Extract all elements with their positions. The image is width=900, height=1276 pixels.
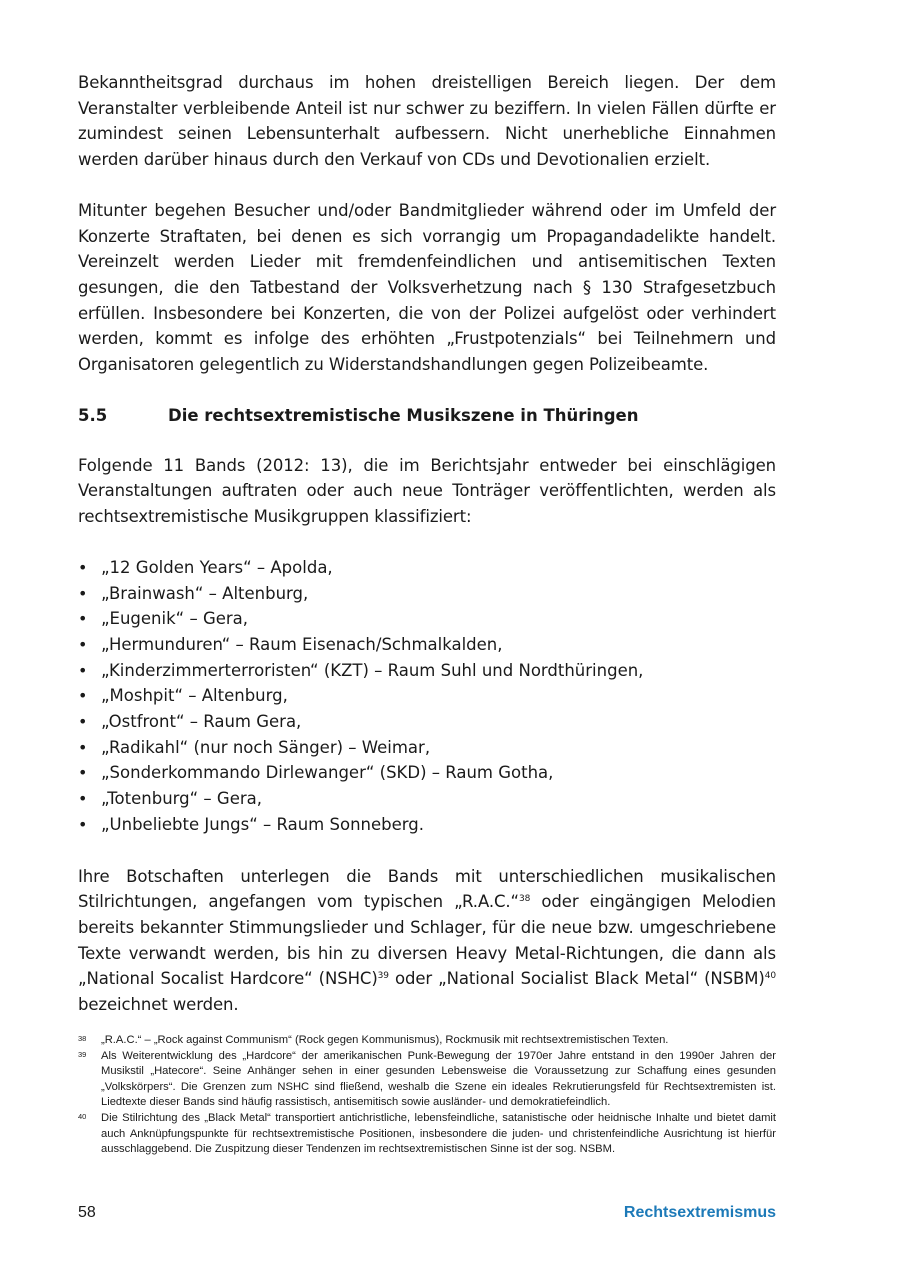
footnote-38 bbox=[78, 1033, 776, 1049]
list-item: • „Kinderzimmerterroristen“ (KZT) – Raum Suhl und Nordthüringen, bbox=[78, 658, 776, 684]
footnote-text: Als Weiterentwicklung des „Hardcore“ der amerikanischen Punk-Bewegung der 1970er Jahre entstand in den 1990er Jahren der Musikstil „Hatecore“. Seine Anhänger sehen in einer gesunden Lebensweise die Voraussetzung zur Schaffung eines gesunden „Volkskörpers“. Die Grenzen zum NSHC sind fließend, weshalb die Szene ein ideales Rekrutierungsfeld für Rechtsextremisten ist. Liedtexte dieser Bands sind häufig rassistisch, antisemitisch sowie ausländer- und demokratiefeindlich. bbox=[101, 1049, 776, 1109]
running-title: Rechtsextremismus bbox=[623, 1204, 776, 1221]
page-footer bbox=[78, 1204, 776, 1222]
list-item: • „Totenburg“ – Gera, bbox=[78, 786, 776, 812]
footnote-number: 39 bbox=[78, 1049, 87, 1059]
footnote-ref-39[interactable]: 39 bbox=[377, 971, 389, 982]
paragraph-4 bbox=[78, 864, 776, 1018]
list-item: • „Eugenik“ – Gera, bbox=[78, 606, 776, 632]
list-item: • „Hermunduren“ – Raum Eisenach/Schmalkalden, bbox=[78, 632, 776, 658]
footnote-text: „R.A.C.“ – „Rock against Communism“ (Rock gegen Kommunismus), Rockmusik mit rechtsextremistischen Texten. bbox=[101, 1034, 669, 1046]
footnote-39 bbox=[78, 1049, 776, 1111]
section-title: Die rechtsextremistische Musikszene in Thüringen bbox=[168, 405, 639, 425]
page-content bbox=[78, 70, 776, 1018]
footnote-number: 38 bbox=[78, 1034, 87, 1043]
band-list bbox=[78, 555, 776, 838]
paragraph-2: Mitunter begehen Besucher und/oder Bandmitglieder während oder im Umfeld der Konzerte Straftaten, bei denen es sich vorrangig um Propagandadelikte handelt. Vereinzelt werden Lieder mit fremdenfeindlichen und antisemitischen Texten gesungen, die den Tatbestand der Volksverhetzung nach § 130 Strafgesetzbuch erfüllen. Insbesondere bei Konzerten, die von der Polizei aufgelöst oder verhindert werden, kommt es infolge des erhöhten „Frustpotenzials“ bei Teilnehmern und Organisatoren gelegentlich zu Widerstandshandlungen gegen Polizeibeamte. bbox=[78, 200, 776, 375]
paragraph-4-part-b: oder eingängigen Melodien bereits bekannter Stimmungslieder und Schlager, für die neue bzw. umgeschriebene Texte verwandt werden, bis hin zu diversen Heavy Metal-Richtungen, die dann als „National Socalist Hardcore“ (NSHC) bbox=[78, 892, 776, 989]
list-item: • „Brainwash“ – Altenburg, bbox=[78, 581, 776, 607]
list-item: • „Sonderkommando Dirlewanger“ (SKD) – Raum Gotha, bbox=[78, 760, 776, 786]
paragraph-4-part-a: Ihre Botschaften unterlegen die Bands mit unterschiedlichen musikalischen Stilrichtungen, angefangen vom typischen „R.A.C.“ bbox=[78, 866, 776, 912]
footnote-ref-38[interactable]: 38 bbox=[519, 894, 531, 905]
footnotes bbox=[78, 1033, 776, 1158]
footnote-40 bbox=[78, 1111, 776, 1158]
paragraph-4-part-c: oder „National Socialist Black Metal“ (NSBM) bbox=[388, 969, 765, 989]
list-item: • „Radikahl“ (nur noch Sänger) – Weimar, bbox=[78, 735, 776, 761]
footnote-text: Die Stilrichtung des „Black Metal“ transportiert antichristliche, lebensfeindliche, satanistische oder heidnische Inhalte und bietet damit auch Anknüpfungspunkte für rechtsextremistische Positionen, insbesondere die juden- und christenfeindliche Ausrichtung ist hierfür ausschlaggebend. Die Zuspitzung dieser Tendenzen im rechtsextremistischen Sinne ist der sog. NSBM. bbox=[101, 1111, 776, 1156]
section-heading bbox=[78, 404, 776, 428]
list-item: • „12 Golden Years“ – Apolda, bbox=[78, 555, 776, 581]
list-item: • „Unbeliebte Jungs“ – Raum Sonneberg. bbox=[78, 812, 776, 838]
list-item: • „Ostfront“ – Raum Gera, bbox=[78, 709, 776, 735]
footnote-ref-40[interactable]: 40 bbox=[764, 971, 776, 982]
page-number: 58 bbox=[78, 1204, 96, 1221]
paragraph-1: Bekanntheitsgrad durchaus im hohen dreistelligen Bereich liegen. Der dem Veranstalter verbleibende Anteil ist nur schwer zu beziffern. In vielen Fällen dürfte er zumindest seinen Lebensunterhalt aufbessern. Nicht unerhebliche Einnahmen werden darüber hinaus durch den Verkauf von CDs und Devotionalien erzielt. bbox=[78, 73, 776, 170]
paragraph-4-part-d: bezeichnet werden. bbox=[78, 995, 239, 1015]
paragraph-3: Folgende 11 Bands (2012: 13), die im Berichtsjahr entweder bei einschlägigen Veranstaltungen auftraten oder auch neue Tonträger veröffentlichten, werden als rechtsextremistische Musikgruppen klassifiziert: bbox=[78, 455, 776, 527]
list-item: • „Moshpit“ – Altenburg, bbox=[78, 683, 776, 709]
footnote-number: 40 bbox=[78, 1111, 87, 1121]
section-number: 5.5 bbox=[78, 405, 108, 425]
